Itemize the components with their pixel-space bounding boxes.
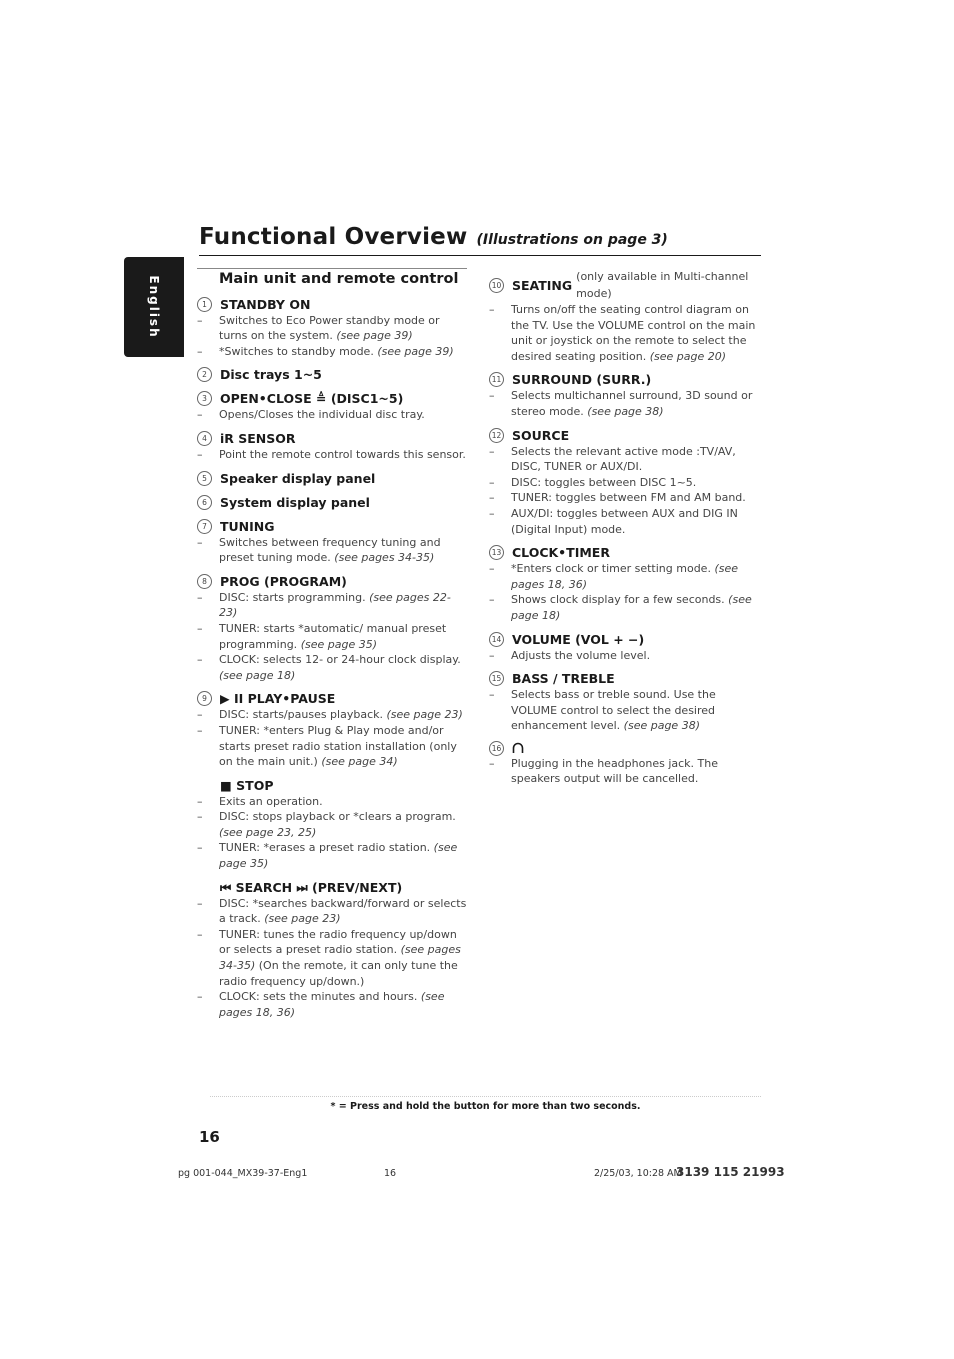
description-text: Switches between frequency tuning and preset tuning mode.	[219, 535, 441, 565]
item-label: SOURCE	[512, 427, 570, 443]
bullet-dash: –	[489, 506, 495, 520]
description-text: Opens/Closes the individual disc tray.	[219, 408, 425, 422]
description-body	[219, 896, 467, 927]
description-line	[489, 648, 761, 664]
bullet-dash: –	[489, 389, 495, 403]
item-heading	[197, 777, 467, 794]
description-body	[219, 794, 323, 810]
bullet-dash: –	[197, 344, 203, 358]
item-label: SURROUND (SURR.)	[512, 372, 652, 388]
item-label: PROG (PROGRAM)	[220, 573, 347, 589]
description-text: Turns on/off the seating control diagram on the TV. Use the VOLUME control on the main unit or joystick on the remote to select the desired seating position.	[511, 303, 756, 363]
description-line	[197, 621, 467, 652]
item-label: OPEN•CLOSE ≜ (DISC1~5)	[220, 391, 404, 407]
item-number-badge: 12	[489, 428, 504, 443]
left-item-list	[197, 296, 467, 1021]
item-heading	[489, 268, 761, 302]
description-line	[197, 535, 467, 566]
bullet-dash: –	[489, 648, 495, 662]
description-body	[219, 590, 467, 621]
description-body	[219, 344, 454, 360]
item-heading	[197, 494, 467, 511]
page-title	[199, 224, 761, 256]
overview-item	[197, 573, 467, 684]
item-heading	[197, 390, 467, 407]
item-number-badge: 2	[197, 367, 212, 382]
item-label: STANDBY ON	[220, 296, 311, 312]
language-tab-label: English	[147, 275, 161, 339]
description-line	[489, 444, 761, 475]
headphones-icon	[512, 742, 524, 755]
page-reference: (see page 18)	[219, 668, 296, 682]
item-heading	[197, 430, 467, 447]
bullet-dash: –	[489, 756, 495, 770]
overview-item	[197, 690, 467, 769]
bullet-dash: –	[197, 794, 203, 808]
description-line	[489, 475, 761, 491]
description-line	[197, 989, 467, 1020]
item-heading	[489, 631, 761, 648]
description-text: Exits an operation.	[219, 794, 323, 808]
description-body	[219, 723, 467, 770]
description-text: TUNER: toggles between FM and AM band.	[511, 491, 746, 505]
language-tab	[124, 257, 184, 357]
bullet-dash: –	[197, 653, 203, 667]
description-text: Plugging in the headphones jack. The speakers output will be cancelled.	[511, 756, 718, 786]
description-line	[197, 407, 467, 423]
description-body	[219, 989, 467, 1020]
item-label: VOLUME (VOL + −)	[512, 631, 645, 647]
page-reference: (see pages 34-35)	[219, 943, 461, 973]
description-body	[219, 652, 467, 683]
description-text: DISC: starts programming.	[219, 590, 366, 604]
page-reference: (see page 20)	[649, 349, 727, 363]
page-reference: (see page 23, 25)	[219, 825, 317, 839]
description-body	[219, 927, 467, 989]
description-text: Point the remote control towards this sensor.	[219, 447, 466, 461]
item-label: System display panel	[220, 494, 370, 510]
item-heading	[197, 366, 467, 383]
description-text: CLOCK: sets the minutes and hours.	[219, 990, 418, 1004]
footer-date: 2/25/03, 10:28 AM	[594, 1168, 682, 1179]
bullet-dash: –	[197, 621, 203, 635]
item-number-badge: 15	[489, 671, 504, 686]
description-line	[197, 652, 467, 683]
overview-item	[489, 670, 761, 734]
overview-item	[489, 371, 761, 419]
description-body	[511, 475, 696, 491]
bullet-dash: –	[197, 708, 203, 722]
description-text: Shows clock display for a few seconds.	[511, 593, 725, 607]
description-text: Selects multichannel surround, 3D sound or stereo mode.	[511, 389, 753, 418]
bullet-dash: –	[197, 841, 203, 855]
description-body	[219, 621, 467, 652]
item-number-badge: 5	[197, 471, 212, 486]
description-body	[511, 648, 650, 664]
title-subtitle: (Illustrations on page 3)	[476, 232, 668, 248]
item-number-badge: 1	[197, 297, 212, 312]
item-label: Speaker display panel	[220, 470, 376, 486]
page-reference: (see page 35)	[219, 841, 458, 871]
item-label: Disc trays 1~5	[220, 367, 322, 383]
description-body	[511, 444, 761, 475]
item-number-badge: 16	[489, 741, 504, 756]
item-heading	[197, 690, 467, 707]
description-body	[219, 840, 467, 871]
item-number-badge: 14	[489, 632, 504, 647]
description-text: TUNER: *enters Plug & Play mode and/or starts preset radio station installation (only on the main unit.)	[219, 723, 457, 769]
description-body	[511, 388, 761, 419]
overview-item	[489, 268, 761, 364]
description-line	[197, 927, 467, 989]
overview-item	[489, 741, 761, 787]
right-item-list	[489, 268, 761, 787]
title-main: Functional Overview	[199, 224, 468, 250]
item-number-badge: 13	[489, 545, 504, 560]
description-text: Switches to Eco Power standby mode or turns on the system.	[219, 313, 440, 343]
description-note: (On the remote, it can only tune the radio frequency up/down.)	[219, 959, 458, 988]
item-number-badge: 11	[489, 372, 504, 387]
left-column	[197, 268, 467, 1027]
description-line	[197, 809, 467, 840]
description-line	[197, 896, 467, 927]
overview-item	[197, 430, 467, 463]
page-reference: (see page 38)	[587, 404, 664, 418]
overview-item	[197, 518, 467, 566]
description-line	[489, 561, 761, 592]
item-heading	[489, 544, 761, 561]
page-reference: (see page 23)	[264, 912, 341, 926]
description-text: *Enters clock or timer setting mode.	[511, 562, 711, 576]
overview-item	[197, 494, 467, 511]
item-label: ▶ II PLAY•PAUSE	[220, 691, 336, 707]
item-number-badge: 10	[489, 278, 504, 293]
description-line	[197, 313, 467, 344]
description-body	[219, 447, 466, 463]
item-number-badge: 4	[197, 431, 212, 446]
bullet-dash: –	[197, 723, 203, 737]
bullet-dash: –	[197, 408, 203, 422]
footer-code: 3139 115 21993	[676, 1165, 785, 1179]
description-text: DISC: *searches backward/forward or selects a track.	[219, 896, 467, 926]
description-body	[219, 707, 463, 723]
bullet-dash: –	[489, 491, 495, 505]
item-heading	[489, 427, 761, 444]
item-number-badge: 9	[197, 691, 212, 706]
bullet-dash: –	[489, 593, 495, 607]
bullet-dash: –	[489, 475, 495, 489]
bullet-dash: –	[197, 447, 203, 461]
right-column	[489, 268, 761, 794]
bullet-dash: –	[197, 535, 203, 549]
bullet-dash: –	[197, 927, 203, 941]
description-line	[489, 506, 761, 537]
item-heading	[489, 741, 761, 756]
description-line	[489, 490, 761, 506]
section-title: Main unit and remote control	[197, 268, 467, 294]
description-line	[197, 447, 467, 463]
description-text: AUX/DI: toggles between AUX and DIG IN (Digital Input) mode.	[511, 506, 738, 536]
item-heading	[197, 470, 467, 487]
bullet-dash: –	[489, 444, 495, 458]
description-line	[197, 590, 467, 621]
description-text: DISC: stops playback or *clears a program.	[219, 810, 456, 824]
description-text: DISC: toggles between DISC 1~5.	[511, 475, 697, 489]
overview-item	[197, 390, 467, 423]
item-label: iR SENSOR	[220, 430, 296, 446]
item-heading	[197, 879, 467, 896]
description-line	[489, 388, 761, 419]
page-reference: (see pages 18, 36)	[511, 562, 739, 591]
item-heading	[197, 518, 467, 535]
page-reference: (see pages 34-35)	[334, 551, 435, 565]
page-reference: (see pages 18, 36)	[219, 990, 445, 1019]
description-body	[511, 302, 761, 364]
page-reference: (see page 34)	[321, 755, 398, 769]
bullet-dash: –	[489, 562, 495, 576]
description-line	[197, 344, 467, 360]
page-reference: (see page 39)	[336, 329, 413, 343]
description-text: DISC: starts/pauses playback.	[219, 708, 383, 722]
page-reference: (see pages 22-23)	[219, 590, 451, 620]
description-text: TUNER: starts *automatic/ manual preset programming.	[219, 621, 447, 651]
description-text: *Switches to standby mode.	[219, 344, 374, 358]
footer-file: pg 001-044_MX39-37-Eng1	[178, 1168, 308, 1179]
bullet-dash: –	[489, 688, 495, 702]
description-text: TUNER: tunes the radio frequency up/down or selects a preset radio station.	[219, 927, 457, 957]
description-body	[219, 407, 425, 423]
description-text: Selects bass or treble sound. Use the VOLUME control to select the desired enhancement level.	[511, 688, 716, 733]
page-reference: (see page 35)	[300, 637, 377, 651]
overview-item	[197, 296, 467, 360]
item-heading	[489, 670, 761, 687]
page-reference: (see page 23)	[386, 708, 463, 722]
description-body	[219, 535, 467, 566]
overview-item	[197, 879, 467, 1021]
bullet-dash: –	[197, 990, 203, 1004]
item-label-note: (only available in Multi-channel mode)	[576, 270, 749, 300]
item-label: CLOCK•TIMER	[512, 545, 610, 561]
description-body	[219, 313, 467, 344]
page-reference: (see page 18)	[511, 593, 752, 622]
page-number: 16	[199, 1128, 220, 1146]
description-body	[511, 592, 761, 623]
description-line	[197, 840, 467, 871]
overview-item	[489, 544, 761, 623]
item-label: ■ STOP	[220, 777, 274, 793]
description-body	[511, 490, 746, 506]
footnote: * = Press and hold the button for more than two seconds.	[210, 1096, 761, 1112]
description-text: CLOCK: selects 12- or 24-hour clock display.	[219, 653, 461, 667]
page-reference: (see page 39)	[377, 344, 454, 358]
description-line	[489, 756, 761, 787]
description-line	[489, 687, 761, 734]
description-body	[511, 756, 761, 787]
footer-page: 16	[384, 1168, 397, 1179]
overview-item	[489, 427, 761, 538]
description-text: TUNER: *erases a preset radio station.	[219, 841, 431, 855]
item-number-badge: 8	[197, 574, 212, 589]
item-label: SEATING	[512, 277, 573, 293]
description-body	[511, 506, 761, 537]
item-number-badge: 7	[197, 519, 212, 534]
overview-item	[489, 631, 761, 664]
overview-item	[197, 470, 467, 487]
item-label: BASS / TREBLE	[512, 671, 615, 687]
overview-item	[197, 366, 467, 383]
item-heading	[197, 296, 467, 313]
description-line	[489, 302, 761, 364]
overview-item	[197, 777, 467, 872]
item-label: TUNING	[220, 518, 275, 534]
bullet-dash: –	[197, 896, 203, 910]
description-text: Adjusts the volume level.	[511, 648, 651, 662]
bullet-dash: –	[197, 313, 203, 327]
page-reference: (see page 38)	[623, 719, 700, 733]
description-line	[489, 592, 761, 623]
item-heading	[489, 371, 761, 388]
bullet-dash: –	[197, 810, 203, 824]
item-heading	[197, 573, 467, 590]
item-label: ⏮ SEARCH ⏭ (PREV/NEXT)	[220, 879, 403, 895]
item-number-badge: 6	[197, 495, 212, 510]
description-body	[511, 687, 761, 734]
description-line	[197, 723, 467, 770]
bullet-dash: –	[489, 303, 495, 316]
bullet-dash: –	[197, 590, 203, 604]
description-body	[511, 561, 761, 592]
item-number-badge: 3	[197, 391, 212, 406]
description-body	[219, 809, 467, 840]
description-text: Selects the relevant active mode :TV/AV, DISC, TUNER or AUX/DI.	[511, 444, 736, 474]
description-line	[197, 794, 467, 810]
description-line	[197, 707, 467, 723]
